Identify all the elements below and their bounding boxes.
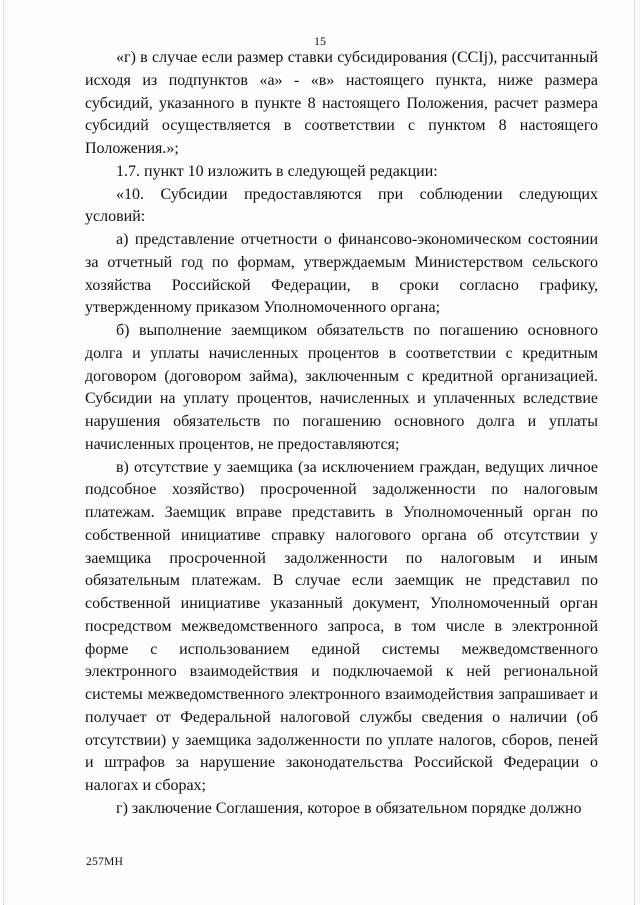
page-number: 15	[314, 34, 326, 48]
scan-edge-right	[634, 0, 637, 905]
paragraph-condition-g: г) заключение Соглашения, которое в обязательном порядке должно	[116, 799, 582, 817]
document-body	[85, 47, 598, 821]
document-code: 257МН	[86, 856, 124, 868]
paragraph-amendment-1-7: 1.7. пункт 10 изложить в следующей редакции:	[116, 162, 438, 180]
paragraph-subpoint-g-rate: «г) в случае если размер ставки субсидирования (ССIj), рассчитанный исходя из подпунктов «а» - «в» настоящего пункта, ниже размера субсидий, указанного в пункте 8 настоящего Положения, расчет размера субсидий осуществляется в соответствии с пунктом 8 настоящего Положения.»;	[85, 49, 598, 157]
paragraph-condition-v: в) отсутствие у заемщика (за исключением граждан, ведущих личное подсобное хозяйство) просроченной задолженности по налоговым платежам. Заемщик вправе представить в Уполномоченный орган по собственной инициативе справку налогового органа об отсутствии у заемщика просроченной задолженности по налоговым и иным обязательным платежам. В случае если заемщик не представил по собственной инициативе указанный документ, Уполномоченный орган посредством межведомственного запроса, в том числе в электронной форме с использованием единой системы межведомственного электронного взаимодействия и подключаемой к ней региональной системы межведомственного электронного взаимодействия запрашивает и получает от Федеральной налоговой службы сведения о наличии (об отсутствии) у заемщика задолженности по уплате налогов, сборов, пеней и штрафов за нарушение законодательства Российской Федерации о налогах и сборах;	[85, 458, 598, 794]
paragraph-condition-a: а) представление отчетности о финансово-экономическом состоянии за отчетный год по формам, утверждаемым Министерством сельского хозяйства Российской Федерации, в сроки согласно графику, утвержденному приказом Уполномоченного органа;	[85, 231, 598, 317]
paragraph-condition-b: б) выполнение заемщиком обязательств по погашению основного долга и уплаты начисленных процентов в соответствии с кредитным договором (договором займа), заключенным с кредитной организацией. Субсидии на уплату процентов, начисленных и уплаченных вследствие нарушения обязательств по погашению основного долга и уплаты начисленных процентов, не предоставляются;	[85, 322, 598, 453]
scan-edge-left	[3, 0, 6, 905]
paragraph-point-10-intro: «10. Субсидии предоставляются при соблюдении следующих условий:	[85, 185, 598, 226]
